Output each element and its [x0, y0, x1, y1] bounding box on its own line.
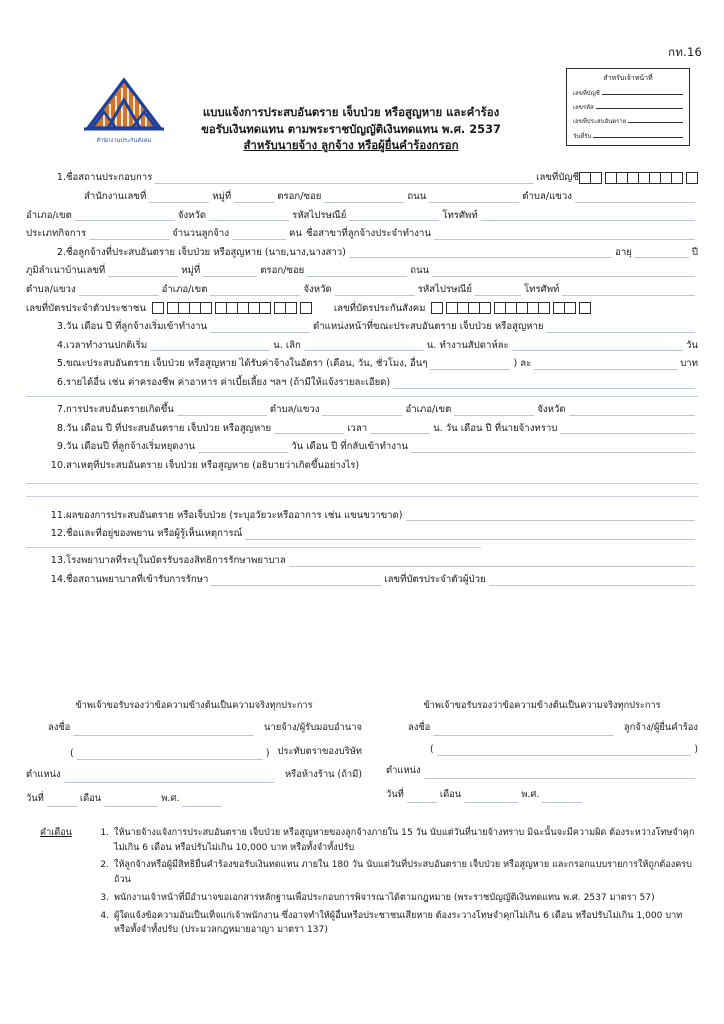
item-3-number: 3. — [56, 321, 66, 333]
row-establishment-district — [26, 209, 698, 221]
input-incident-cause-line-2[interactable] — [26, 496, 698, 497]
label-work-start-time: เวลาทำงานปกติเริ่ม — [66, 339, 148, 351]
employer-date-month-label: เดือน — [79, 792, 102, 804]
company-stamp-label-1: ประทับตราของบริษัท — [277, 745, 362, 757]
ssn-group-5 — [579, 302, 591, 314]
employee-certification-text: ข้าพเจ้าขอรับรองว่าข้อความข้างต้นเป็นความจริงทุกประการ — [423, 700, 661, 711]
row-item-7 — [26, 404, 698, 416]
item-6-number: 6. — [56, 376, 66, 388]
label-phone-1: โทรศัพท์ — [442, 209, 478, 221]
item-13-number: 13. — [50, 555, 66, 567]
label-employee-name: ชื่อลูกจ้างที่ประสบอันตราย เจ็บป่วย หรือสูญหาย (นาย,นาง,นางสาว) — [66, 246, 346, 258]
label-incident-cause: สาเหตุที่ประสบอันตราย เจ็บป่วย หรือสูญหาย (อธิบายว่าเกิดขึ้นอย่างไร) — [66, 459, 360, 471]
signature-column-employee — [362, 698, 698, 814]
row-item-13 — [26, 555, 698, 567]
title-line-1: แบบแจ้งการประสบอันตราย เจ็บป่วย หรือสูญหาย และคำร้อง — [202, 105, 500, 119]
label-province-1: จังหวัด — [177, 209, 207, 221]
row-employee-name — [26, 246, 698, 258]
label-return-work-date: วัน เดือน ปี ที่กลับเข้าทำงาน — [291, 441, 408, 453]
input-return-work-date[interactable] — [411, 441, 695, 453]
cell[interactable] — [152, 302, 164, 314]
label-trok-2: ตรอก/ซอย — [260, 265, 305, 277]
cell[interactable] — [200, 302, 212, 314]
item-8-number: 8. — [56, 422, 66, 434]
employer-date-day-input[interactable] — [47, 795, 77, 807]
item-9-number: 9. — [56, 441, 66, 453]
employer-date-row — [26, 791, 362, 807]
input-incident-amphoe[interactable] — [454, 404, 534, 416]
input-other-income[interactable] — [393, 377, 695, 389]
title-line-2: ขอรับเงินทดแทน ตามพระราชบัญญัติเงินทดแทน พ.ศ. 2537 — [201, 121, 501, 136]
label-baht: บาท — [680, 358, 698, 370]
ssn-group-2 — [446, 302, 491, 314]
official-input-account[interactable] — [602, 88, 683, 95]
account-group-2 — [605, 172, 683, 184]
input-home-address[interactable] — [108, 265, 178, 277]
employee-date-month-input[interactable] — [464, 791, 518, 803]
cell[interactable] — [285, 302, 297, 314]
employer-position-label: ตำแหน่ง — [26, 769, 61, 780]
warning-number: 1. — [100, 828, 109, 838]
input-stop-work-date[interactable] — [198, 441, 288, 453]
label-age: อายุ — [615, 246, 632, 258]
label-id-card: เลขที่บัตรประจำตัวประชาชน — [26, 302, 146, 314]
official-input-received-date[interactable] — [593, 131, 683, 138]
official-use-box — [566, 68, 690, 146]
label-postcode-2: รหัสไปรษณีย์ — [417, 283, 472, 295]
ssn-cells[interactable] — [431, 302, 591, 314]
warning-text: ให้นายจ้างแจ้งการประสบอันตราย เจ็บป่วย หรือสูญหายของลูกจ้างภายใน 15 วัน นับแต่วันที่นายจ้างทราบ มิฉะนั้นจะมีความผิด ต้องระหว่างโทษจำคุกไม่เกิน 6 เดือน หรือปรับไม่เกิน 10,000 บาท หรือทั้งจำทั้งปรับ — [114, 828, 695, 853]
input-postcode-1[interactable] — [349, 209, 439, 221]
cell[interactable] — [259, 302, 271, 314]
label-tambon-1: ตำบล/แขวง — [522, 191, 572, 202]
input-postcode-2[interactable] — [475, 284, 521, 296]
form-title — [186, 104, 516, 154]
row-item-10 — [26, 459, 698, 471]
employee-date-year-input[interactable] — [542, 791, 582, 803]
company-stamp-label-2: หรือห้างร้าน (ถ้ามี) — [285, 769, 362, 780]
label-postcode-1: รหัสไปรษณีย์ — [292, 209, 347, 221]
ssn-group-4 — [553, 302, 576, 314]
input-age[interactable] — [635, 246, 689, 258]
input-province-2[interactable] — [335, 284, 415, 296]
input-designated-hospital[interactable] — [289, 555, 695, 567]
employee-date-day-input[interactable] — [407, 791, 437, 803]
input-injury-result[interactable] — [406, 509, 695, 521]
employee-position-label: ตำแหน่ง — [386, 765, 421, 776]
employer-date-month-input[interactable] — [104, 795, 158, 807]
account-group-1 — [579, 172, 602, 184]
input-phone-1[interactable] — [481, 209, 695, 221]
title-line-3: สำหรับนายจ้าง ลูกจ้าง หรือผู้ยื่นคำร้องกรอก — [243, 138, 459, 153]
item-14-number: 14. — [50, 573, 66, 585]
employee-date-row — [386, 787, 698, 803]
form-body — [26, 172, 698, 592]
input-phone-2[interactable] — [562, 284, 695, 296]
label-days-unit: วัน — [686, 339, 698, 351]
input-position-at-incident[interactable] — [546, 321, 695, 333]
input-trok-2[interactable] — [307, 265, 407, 277]
input-incident-time[interactable] — [370, 422, 430, 434]
warning-item — [92, 909, 700, 938]
label-incident-time: เวลา — [347, 422, 368, 434]
input-patient-id[interactable] — [489, 574, 695, 586]
employee-sign-row — [386, 720, 698, 736]
employer-date-year-label: พ.ศ. — [161, 792, 180, 804]
employer-position-input[interactable] — [64, 771, 274, 783]
label-witness: ชื่อและที่อยู่ของพยาน หรือผู้รู้เห็นเหตุการณ์ — [66, 528, 243, 540]
input-incident-cause-line-1[interactable] — [26, 483, 698, 484]
employer-name-input[interactable] — [77, 748, 263, 760]
row-item-4 — [26, 339, 698, 351]
warnings-list — [92, 826, 700, 941]
input-incident-province[interactable] — [569, 404, 695, 416]
employer-name-row — [26, 744, 362, 760]
input-tambon-1[interactable] — [575, 191, 695, 203]
employee-date-month-label: เดือน — [439, 788, 462, 800]
item-10-number: 10. — [50, 459, 66, 471]
id-group-2 — [167, 302, 212, 314]
official-box-title: สำหรับเจ้าหน้าที่ — [603, 74, 653, 82]
label-phone-2: โทรศัพท์ — [523, 283, 560, 295]
label-moo-2: หมู่ที่ — [181, 265, 201, 277]
row-employee-address — [26, 265, 698, 277]
employer-signature-input[interactable] — [73, 724, 253, 736]
input-trok-1[interactable] — [324, 191, 404, 203]
warning-number: 3. — [100, 892, 109, 903]
employer-sign-label: ลงชื่อ — [48, 722, 71, 733]
cell[interactable] — [479, 302, 491, 314]
label-incident-province: จังหวัด — [537, 403, 566, 415]
label-persons: คน — [289, 228, 302, 240]
cell[interactable] — [590, 172, 602, 184]
label-branch: ชื่อสาขาที่ลูกจ้างประจำทำงาน — [306, 228, 431, 240]
label-account-no: เลขที่บัญชี — [536, 172, 579, 184]
official-label-incident-no: เลขที่ประสบอันตราย — [573, 118, 627, 126]
input-business-type[interactable] — [89, 228, 169, 240]
input-work-end-time[interactable] — [304, 339, 424, 351]
label-road-1: ถนน — [407, 191, 427, 202]
label-road-2: ถนน — [410, 265, 430, 277]
employer-sign-row — [26, 720, 362, 736]
row-business-type — [26, 228, 698, 240]
label-position-at-incident: ตำแหน่งหน้าที่ขณะประสบอันตราย เจ็บป่วย หรือสูญหาย — [313, 321, 544, 333]
label-amphoe-1: อำเภอ/เขต — [26, 209, 72, 221]
warnings-label: คำเตือน — [40, 828, 72, 838]
label-start-work-date: วัน เดือน ปี ที่ลูกจ้างเริ่มเข้าทำงาน — [66, 321, 208, 333]
row-employee-district — [26, 284, 698, 296]
employer-position-row — [26, 767, 362, 783]
employee-name-input[interactable] — [437, 744, 692, 756]
input-road-1[interactable] — [429, 191, 519, 203]
input-treating-hospital[interactable] — [211, 574, 381, 586]
logo-caption: สำนักงานประกันสังคม — [96, 138, 152, 144]
official-row-received-date — [573, 131, 683, 141]
label-province-2: จังหวัด — [303, 283, 332, 295]
warning-text: พนักงานเจ้าหน้าที่มีอำนาจขอเอกสารหลักฐานเพื่อประกอบการพิจารณาได้ตามกฎหมาย (พระราชบัญญัติเงินทดแทน พ.ศ. 2537 มาตรา 57) — [114, 892, 655, 903]
divider-2 — [26, 547, 481, 548]
label-incident-date: วัน เดือน ปี ที่ประสบอันตราย เจ็บป่วย หรือสูญหาย — [66, 422, 272, 434]
warning-number: 4. — [100, 910, 109, 921]
social-security-logo-icon — [76, 74, 172, 136]
label-days-per-week: น. ทำงานสัปดาห์ละ — [426, 339, 509, 351]
employee-paren-close: ) — [694, 743, 698, 755]
row-item-3 — [26, 321, 698, 333]
label-business-type: ประเภทกิจการ — [26, 228, 87, 240]
label-work-end-time: น. เลิก — [273, 339, 301, 351]
row-item-12 — [26, 528, 698, 540]
warnings-section — [40, 826, 700, 941]
id-card-cells[interactable] — [152, 302, 312, 314]
employee-role-label: ลูกจ้าง/ผู้ยื่นคำร้อง — [623, 722, 698, 733]
input-incident-place[interactable] — [177, 404, 267, 416]
row-establishment-name — [26, 172, 698, 184]
label-amphoe-2: อำเภอ/เขต — [161, 283, 208, 295]
label-trok-1: ตรอก/ซอย — [277, 191, 322, 202]
label-other-income: รายได้อื่น เช่น ค่าครองชีพ ค่าอาหาร ค่าเบี้ยเลี้ยง ฯลฯ (ถ้ามีให้แจ้งรายละเอียด) — [66, 376, 391, 388]
label-employee-count: จำนวนลูกจ้าง — [172, 228, 230, 240]
employee-sign-label: ลงชื่อ — [408, 722, 431, 733]
account-group-3 — [686, 172, 698, 184]
official-input-incident-no[interactable] — [628, 116, 683, 123]
employer-certification-text: ข้าพเจ้าขอรับรองว่าข้อความข้างต้นเป็นความจริงทุกประการ — [75, 700, 313, 711]
employee-position-row — [386, 763, 698, 779]
row-item-14 — [26, 574, 698, 586]
label-stop-work-date: วัน เดือนปี ที่ลูกจ้างเริ่มหยุดงาน — [66, 441, 196, 453]
cell[interactable] — [579, 302, 591, 314]
cell[interactable] — [431, 302, 443, 314]
employee-date-day-label: วันที่ — [386, 788, 404, 800]
ssn-group-3 — [494, 302, 550, 314]
official-row-code — [573, 102, 683, 112]
input-establishment-name[interactable] — [155, 172, 533, 184]
input-road-2[interactable] — [432, 265, 695, 277]
row-establishment-address — [26, 191, 698, 203]
warning-text: ผู้ใดแจ้งข้อความอันเป็นเท็จแก่เจ้าพนักงาน ซึ่งอาจทำให้ผู้อื่นหรือประชาชนเสียหาย ต้องระวางโทษจำคุกไม่เกิน 6 เดือน หรือปรับไม่เกิน 1,000 บาท หรือทั้งจำทั้งปรับ (ประมวลกฎหมายอาญา มาตรา 137) — [114, 910, 683, 936]
employee-name-row — [386, 744, 698, 756]
form-code: กท.16 — [668, 45, 702, 59]
item-11-number: 11. — [50, 509, 66, 521]
input-branch[interactable] — [434, 228, 695, 240]
input-days-per-week[interactable] — [512, 339, 683, 351]
input-tambon-2[interactable] — [79, 284, 159, 296]
cell[interactable] — [671, 172, 683, 184]
signature-column-employer — [26, 698, 362, 814]
input-work-start-time[interactable] — [150, 339, 270, 351]
cell[interactable] — [564, 302, 576, 314]
row-item-9 — [26, 441, 698, 453]
item-4-number: 4. — [56, 339, 66, 351]
input-employee-name[interactable] — [349, 246, 612, 258]
input-amphoe-2[interactable] — [210, 284, 300, 296]
label-incident-place: การประสบอันตรายเกิดขึ้น — [66, 403, 174, 415]
input-moo-1[interactable] — [234, 191, 274, 203]
ssn-group-1 — [431, 302, 443, 314]
input-start-work-date[interactable] — [210, 321, 310, 333]
input-moo-2[interactable] — [203, 265, 257, 277]
input-witness[interactable] — [245, 528, 695, 540]
row-id-numbers — [26, 302, 698, 314]
input-amphoe-1[interactable] — [75, 209, 175, 221]
official-label-code: เลขรหัส — [573, 104, 594, 112]
id-group-1 — [152, 302, 164, 314]
label-moo-1: หมู่ที่ — [212, 191, 232, 202]
warning-item — [92, 891, 700, 906]
warning-item — [92, 858, 700, 887]
label-tambon-2: ตำบล/แขวง — [26, 283, 76, 295]
id-group-5 — [300, 302, 312, 314]
input-wage-amount[interactable] — [534, 358, 677, 370]
employee-position-input[interactable] — [424, 767, 695, 779]
employee-signature-input[interactable] — [433, 724, 613, 736]
row-item-6 — [26, 377, 698, 389]
employer-paren-open: ( — [70, 747, 74, 759]
label-incident-tambon: ตำบล/แขวง — [269, 403, 320, 415]
label-wage-rate: ขณะประสบอันตราย เจ็บป่วย หรือสูญหาย ได้รับค่าจ้างในอัตรา (เดือน, วัน, ชั่วโมง, อื่นๆ — [66, 358, 428, 370]
item-12-number: 12. — [50, 528, 66, 540]
employee-date-year-label: พ.ศ. — [521, 788, 540, 800]
input-incident-date[interactable] — [274, 422, 344, 434]
id-group-4 — [274, 302, 297, 314]
label-years: ปี — [691, 246, 698, 258]
label-treating-hospital: ชื่อสถานพยาบาลที่เข้ารับการรักษา — [66, 573, 209, 585]
employer-date-day-label: วันที่ — [26, 792, 44, 804]
cell[interactable] — [300, 302, 312, 314]
label-office-no: สำนักงานเลขที่ — [84, 191, 147, 202]
warning-number: 2. — [100, 860, 109, 871]
row-item-8 — [26, 422, 698, 434]
agency-logo — [72, 74, 176, 145]
label-incident-amphoe: อำเภอ/เขต — [405, 403, 452, 415]
employee-paren-open: ( — [430, 743, 434, 755]
label-home-address: ภูมิลำเนาบ้านเลขที่ — [26, 265, 106, 277]
input-office-no[interactable] — [149, 191, 209, 203]
label-designated-hospital: โรงพยาบาลที่ระบุในบัตรรับรองสิทธิการรักษาพยาบาล — [66, 555, 286, 567]
item-7-number: 7. — [56, 403, 66, 415]
employer-date-year-input[interactable] — [182, 795, 222, 807]
label-wage-per: ) ละ — [513, 358, 532, 370]
input-incident-tambon[interactable] — [322, 404, 402, 416]
official-label-received-date: วันที่รับ — [573, 132, 592, 140]
item-2-number: 2. — [56, 246, 66, 258]
item-1-number: 1. — [56, 172, 66, 184]
cell[interactable] — [538, 302, 550, 314]
label-ssn: เลขที่บัตรประกันสังคม — [333, 302, 426, 314]
item-5-number: 5. — [56, 358, 66, 370]
warning-item — [92, 826, 700, 855]
official-row-incident-no — [573, 116, 683, 126]
employer-paren-close: ) — [265, 747, 270, 759]
input-employer-notified-date[interactable] — [560, 422, 695, 434]
official-row-account — [573, 88, 683, 98]
input-province-1[interactable] — [209, 209, 289, 221]
row-item-11 — [26, 509, 698, 521]
row-item-5 — [26, 358, 698, 370]
cell[interactable] — [686, 172, 698, 184]
official-input-code[interactable] — [596, 102, 683, 109]
divider-1 — [26, 396, 698, 397]
signature-area — [26, 698, 698, 814]
label-establishment-name: ชื่อสถานประกอบการ — [66, 172, 153, 184]
label-injury-result: ผลของการประสบอันตราย หรือเจ็บป่วย (ระบุอวัยวะหรืออาการ เช่น แขนขวาขาด) — [66, 509, 403, 521]
id-group-3 — [215, 302, 271, 314]
account-no-cells[interactable] — [579, 172, 698, 184]
employer-role-label: นายจ้าง/ผู้รับมอบอำนาจ — [264, 722, 362, 733]
warning-text: ให้ลูกจ้างหรือผู้มีสิทธิยื่นคำร้องขอรับเงินทดแทน ภายใน 180 วัน นับแต่วันที่ประสบอันตราย เจ็บป่วย หรือสูญหาย และกรอกแบบรายการให้ถูกต้องครบถ้วน — [114, 860, 692, 886]
label-employer-notified-date: น. วัน เดือน ปี ที่นายจ้างทราบ — [433, 422, 558, 434]
official-label-account: เลขที่บัญชี — [573, 90, 600, 97]
input-wage-other[interactable] — [430, 358, 510, 370]
label-patient-id: เลขที่บัตรประจำตัวผู้ป่วย — [384, 573, 486, 585]
input-employee-count[interactable] — [232, 228, 286, 240]
